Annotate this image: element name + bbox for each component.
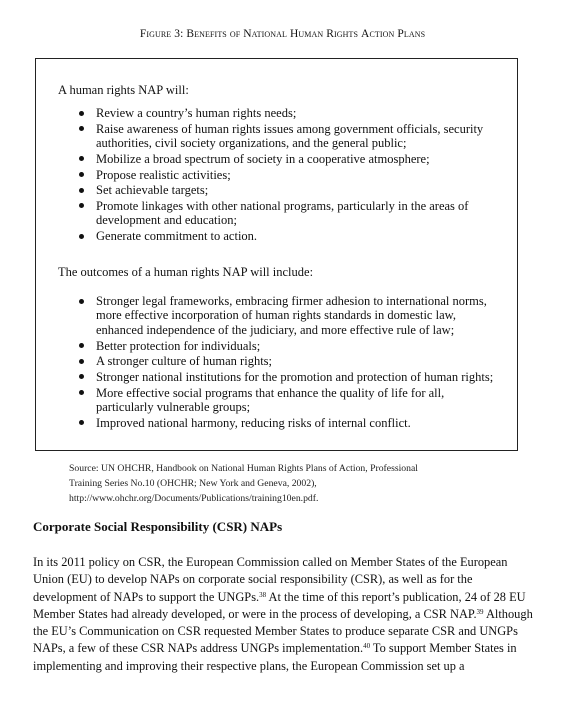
bullet-icon [79, 359, 84, 364]
list-item: Review a country’s human rights needs; [36, 106, 519, 120]
source-url: http://www.ohchr.org/Documents/Publications/training10en.pdf. [69, 492, 319, 504]
bullet-icon [79, 299, 84, 304]
list-item: Better protection for individuals; [36, 339, 519, 353]
bullet-icon [79, 111, 84, 116]
bullet-icon [79, 343, 84, 348]
list-item: Stronger legal frameworks, embracing firmer adhesion to international norms, more effective incorporation of human rights standards in domestic law, enhanced independence of the judiciary, and more effective rule of law; [36, 294, 519, 337]
bullet-icon [79, 420, 84, 425]
section-heading: Corporate Social Responsibility (CSR) NAPs [33, 519, 283, 534]
list-item: A stronger culture of human rights; [36, 354, 519, 368]
bullet-icon [79, 390, 84, 395]
footnote-ref: 40 [363, 642, 371, 651]
bullet-icon [79, 126, 84, 131]
bullet-icon [79, 188, 84, 193]
list-item: Stronger national institutions for the promotion and protection of human rights; [36, 370, 519, 384]
bullet-icon [79, 156, 84, 161]
source-line: Source: UN OHCHR, Handbook on National Human Rights Plans of Action, Professional [69, 463, 418, 474]
bullet-icon [79, 203, 84, 208]
list-item: Propose realistic activities; [36, 168, 519, 182]
body-paragraph: In its 2011 policy on CSR, the European Commission called on Member States of the European Union (EU) to develop NAPs on corporate social responsibility (CSR), as well as for the development of NAPs to support the UNGPs.$^{38}$ At the time of this report’s publication, 24 of 28 EU Member States had already developed, or were in the process of developing, a CSR NAP.$^{39}$ Although the EU’s Communication on CSR requested Member States to produce separate CSR and UNGPs NAPs, a few of these CSR NAPs address UNGPs implementation.$^{40}$ To support Member States in implementing and improving their respective plans, the European Commission set up a [33, 555, 533, 673]
footnote-ref: 39 [476, 607, 484, 616]
bullet-icon [79, 374, 84, 379]
benefits-intro: A human rights NAP will: [58, 83, 189, 97]
list-item: Promote linkages with other national programs, particularly in the areas of development and education; [36, 199, 519, 228]
benefits-list [36, 106, 519, 245]
outcomes-list [36, 294, 519, 431]
figure-box [35, 58, 518, 451]
list-item: Set achievable targets; [36, 183, 519, 197]
source-line: Training Series No.10 (OHCHR; New York and Geneva, 2002), [69, 477, 317, 489]
bullet-icon [79, 172, 84, 177]
footnote-ref: 38 [259, 590, 267, 599]
figure-source [69, 462, 509, 506]
list-item: Mobilize a broad spectrum of society in a cooperative atmosphere; [36, 152, 519, 166]
outcomes-intro: The outcomes of a human rights NAP will include: [58, 265, 314, 279]
list-item: More effective social programs that enhance the quality of life for all, particularly vulnerable groups; [36, 386, 519, 415]
list-item: Raise awareness of human rights issues among government officials, security authorities, civil society organizations, and the general public; [36, 122, 519, 151]
bullet-icon [79, 234, 84, 239]
list-item: Improved national harmony, reducing risks of internal conflict. [36, 416, 519, 430]
figure-title: Figure 3: Benefits of National Human Rights Action Plans [139, 28, 426, 40]
list-item: Generate commitment to action. [36, 229, 519, 243]
